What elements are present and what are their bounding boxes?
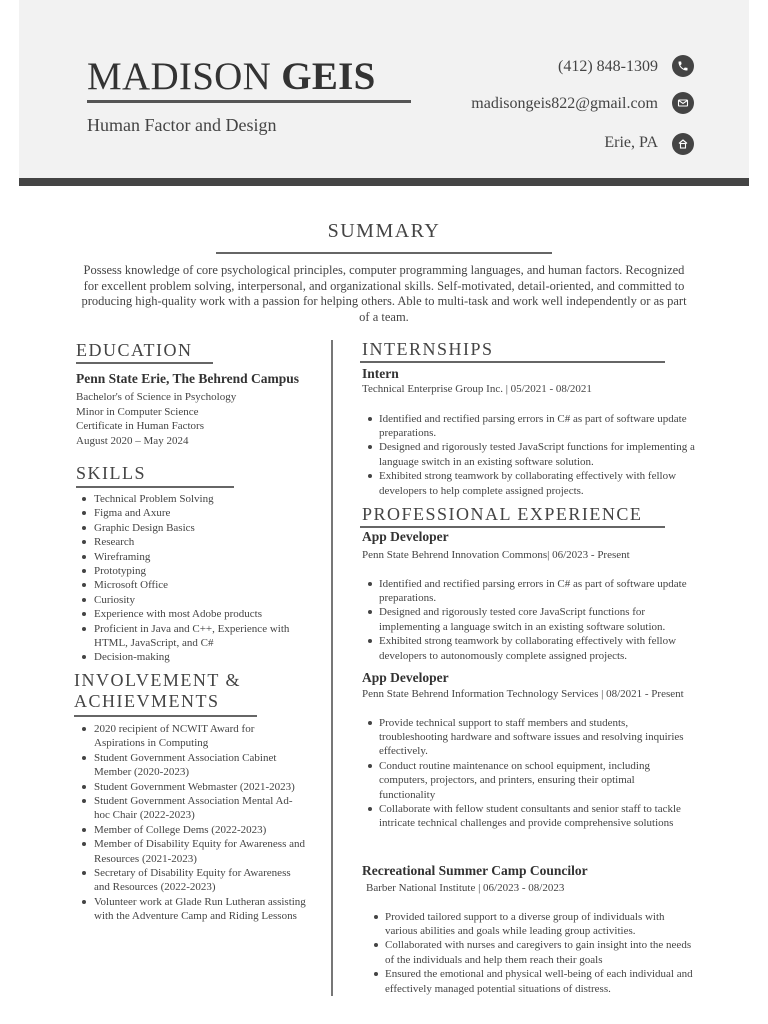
list-item: Microsoft Office [76,578,291,592]
list-item: Exhibited strong teamwork by collaborating effectively with fellow developers to help complete assigned projects. [362,469,697,498]
list-item: Identified and rectified parsing errors in C# as part of software update preparations. [362,577,697,606]
internship-bullets [362,412,697,498]
location: Erie, PA [604,134,658,151]
experience-heading: PROFESSIONAL EXPERIENCE [362,504,643,524]
education-line: Minor in Computer Science [76,405,199,418]
candidate-title: Human Factor and Design [87,115,277,135]
job-entry [362,670,697,831]
involvement-list [76,722,306,924]
list-item: Designed and rigorously tested JavaScript functions for implementing a language switch in an existing software solution. [362,440,697,469]
list-item: Proficient in Java and C++, Experience with HTML, JavaScript, and C# [76,622,291,651]
education-heading: EDUCATION [76,340,193,360]
list-item: Experience with most Adobe products [76,607,291,621]
education-line: August 2020 – May 2024 [76,434,189,447]
job-role: Recreational Summer Camp Councilor [362,863,588,878]
list-item: Volunteer work at Glade Run Lutheran assisting with the Adventure Camp and Riding Lessons [76,895,306,924]
phone-icon [672,55,694,77]
school-name: Penn State Erie, The Behrend Campus [76,371,300,386]
education-rule [76,362,213,364]
skills-heading: SKILLS [76,463,147,483]
list-item: Graphic Design Basics [76,521,291,535]
list-item: Curiosity [76,593,291,607]
list-item: Conduct routine maintenance on school equipment, including computers, projectors, and printers, ensuring their optimal functionality [362,759,692,802]
job-role: App Developer [362,529,449,544]
summary-heading: SUMMARY [327,220,441,242]
internship-entry [362,366,702,498]
skills-rule [76,486,234,488]
internship-org: Technical Enterprise Group Inc. | 05/2021 - 08/2021 [362,383,592,395]
list-item: Exhibited strong teamwork by collaborating effectively with fellow developers to autonomously complete assigned projects. [362,634,697,663]
list-item: Wireframing [76,550,291,564]
column-divider [331,340,333,996]
involvement-heading-line2: ACHIEVMENTS [74,691,220,711]
job-role: App Developer [362,670,449,685]
list-item: Student Government Association Cabinet Member (2020-2023) [76,751,306,780]
involvement-section [76,722,306,924]
name-underline [87,100,411,103]
email-icon [672,92,694,114]
skills-list [76,492,291,665]
list-item: Secretary of Disability Equity for Awareness and Resources (2022-2023) [76,866,306,895]
list-item: Member of College Dems (2022-2023) [76,823,306,837]
summary-rule [216,252,552,254]
experience-rule [360,526,665,528]
summary-text: Possess knowledge of core psychological principles, computer programming languages, and human factors. Recognized for excellent problem solving, interpersonal, and organizational skills. Self-motivated, detail-oriented, and committed to producing high-quality work with a passion for helping others. Able to multi-task and work well independently or as part of a team. [81,263,687,324]
list-item: Student Government Webmaster (2021-2023) [76,780,306,794]
job-org: Penn State Behrend Innovation Commons| 06/2023 - Present [362,549,630,561]
list-item: Provided tailored support to a diverse group of individuals with various abilities and goals while leading group activities. [368,910,698,939]
education-section [76,371,322,448]
internship-role: Intern [362,366,399,381]
list-item: Research [76,535,291,549]
internships-heading: INTERNSHIPS [362,339,494,359]
last-name: GEIS [281,55,376,98]
email-address: madisongeis822@gmail.com [471,95,658,112]
job-bullets [362,577,697,663]
list-item: Decision-making [76,650,291,664]
list-item: Technical Problem Solving [76,492,291,506]
skills-section [76,492,291,665]
first-name: MADISON [87,55,272,98]
list-item: Designed and rigorously tested core JavaScript functions for implementing a language switch in an existing software solution. [362,605,697,634]
list-item: Provide technical support to staff members and students, troubleshooting hardware and software issues and resolving inquiries effectively. [362,716,692,759]
education-line: Certificate in Human Factors [76,420,204,432]
home-icon [672,133,694,155]
involvement-heading-line1: INVOLVEMENT & [74,670,241,690]
list-item: Prototyping [76,564,291,578]
job-entry [362,863,702,996]
phone-number: (412) 848-1309 [558,58,658,75]
job-org: Barber National Institute | 06/2023 - 08/2023 [366,882,565,894]
job-entry [362,529,702,663]
involvement-rule [74,715,257,717]
list-item: Student Government Association Mental Ad-hoc Chair (2022-2023) [76,794,306,823]
list-item: Collaborate with fellow student consultants and senior staff to tackle intricate technical challenges and provide comprehensive solutions [362,802,692,831]
list-item: Collaborated with nurses and caregivers to gain insight into the needs of the individuals and help them reach their goals [368,938,698,967]
list-item: Ensured the emotional and physical well-being of each individual and effectively managed potential situations of distress. [368,967,698,996]
job-org: Penn State Behrend Information Technology Services | 08/2021 - Present [362,688,684,700]
list-item: 2020 recipient of NCWIT Award for Aspirations in Computing [76,722,306,751]
list-item: Identified and rectified parsing errors in C# as part of software update preparations. [362,412,697,441]
education-line: Bachelor's of Science in Psychology [76,391,237,403]
job-bullets [362,910,698,996]
list-item: Figma and Axure [76,506,291,520]
header-divider-bar [19,178,749,186]
list-item: Member of Disability Equity for Awareness and Resources (2021-2023) [76,837,306,866]
internships-rule [360,361,665,363]
job-bullets [362,716,692,831]
candidate-name [87,54,376,99]
involvement-heading [74,670,241,712]
